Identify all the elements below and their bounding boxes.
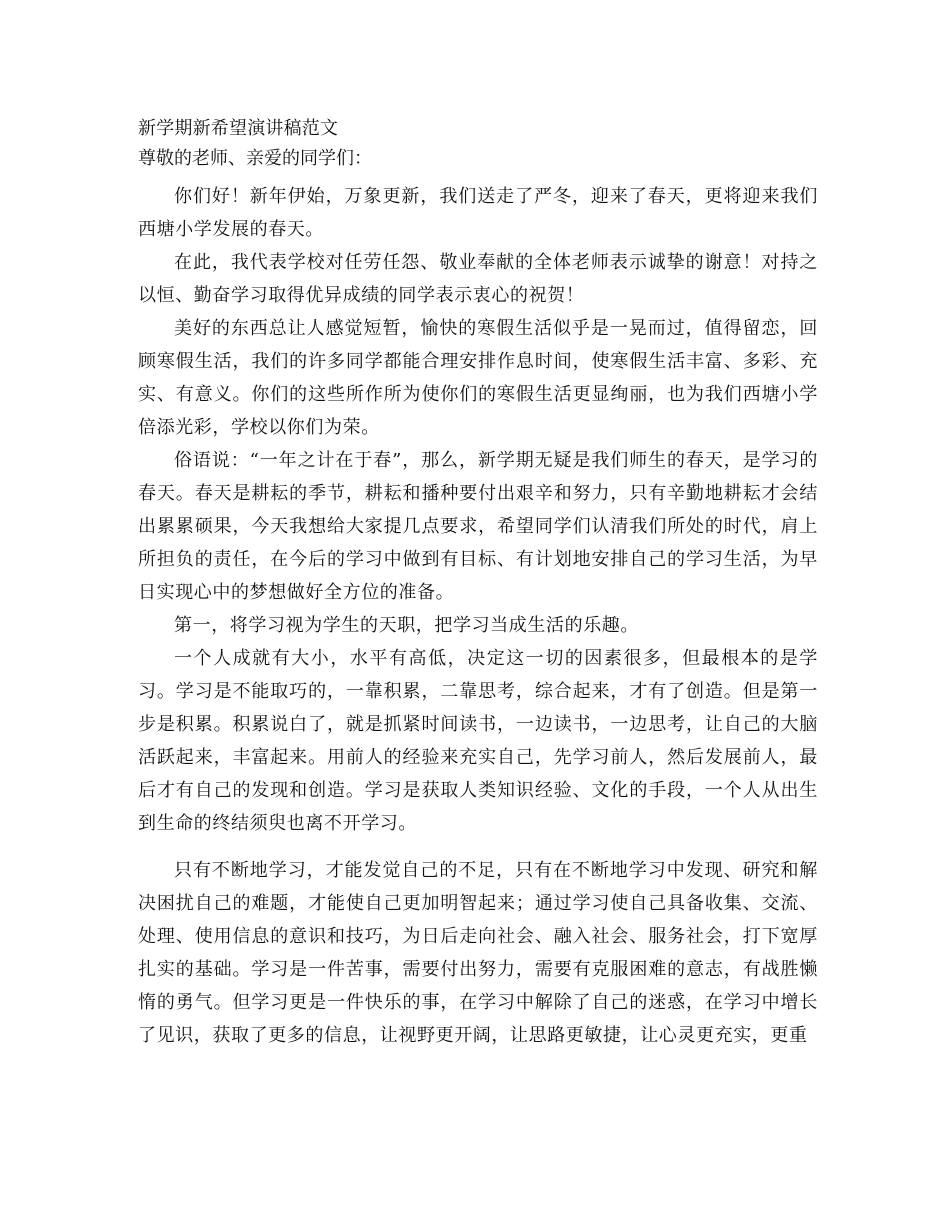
paragraph-winter-break: 美好的东西总让人感觉短暂，愉快的寒假生活似乎是一晃而过，值得留恋，回顾寒假生活，我们的许多同学都能合理安排作息时间，使寒假生活丰富、多彩、充实、有意义。你们的这些所作所为使你们的寒假生活更显绚丽，也为我们西塘小学倍添光彩，学校以你们为荣。 bbox=[138, 318, 818, 438]
paragraph-point-one: 第一，将学习视为学生的天职，把学习当成生活的乐趣。 bbox=[174, 615, 639, 636]
paragraph-thanks: 在此，我代表学校对任劳任怨、敬业奉献的全体老师表示诚挚的谢意！对持之以恒、勤奋学习取得优异成绩的同学表示衷心的祝贺！ bbox=[138, 252, 818, 306]
document-page bbox=[138, 114, 818, 1052]
document-title: 新学期新希望演讲稿范文 bbox=[138, 118, 339, 139]
paragraph-greeting: 你们好！新年伊始，万象更新，我们送走了严冬，迎来了春天，更将迎来我们西塘小学发展的春天。 bbox=[138, 186, 818, 240]
paragraph-continuous-learning: 只有不断地学习，才能发觉自己的不足，只有在不断地学习中发现、研究和解决困扰自己的难题，才能使自己更加明智起来；通过学习使自己具备收集、交流、处理、使用信息的意识和技巧，为日后走向社会、融入社会、服务社会，打下宽厚扎实的基础。学习是一件苦事，需要付出努力，需要有克服困难的意志，有战胜懒惰的勇气。但学习更是一件快乐的事，在学习中解除了自己的迷惑，在学习中增长了见识，获取了更多的信息，让视野更开阔，让思路更敏捷，让心灵更充实，更重 bbox=[138, 860, 818, 1046]
salutation: 尊敬的老师、亲爱的同学们： bbox=[138, 148, 372, 169]
paragraph-spring: 俗语说：“一年之计在于春”，那么，新学期无疑是我们师生的春天，是学习的春天。春天是耕耘的季节，耕耘和播种要付出艰辛和努力，只有辛勤地耕耘才会结出累累硕果，今天我想给大家提几点要求，希望同学们认清我们所处的时代，肩上所担负的责任，在今后的学习中做到有目标、有计划地安排自己的学习生活，为早日实现心中的梦想做好全方位的准备。 bbox=[138, 450, 818, 603]
paragraph-learning: 一个人成就有大小，水平有高低，决定这一切的因素很多，但最根本的是学习。学习是不能取巧的，一靠积累，二靠思考，综合起来，才有了创造。但是第一步是积累。积累说白了，就是抓紧时间读书，一边读书，一边思考，让自己的大脑活跃起来，丰富起来。用前人的经验来充实自己，先学习前人，然后发展前人，最后才有自己的发现和创造。学习是获取人类知识经验、文化的手段，一个人从出生到生命的终结须臾也离不开学习。 bbox=[138, 648, 818, 834]
